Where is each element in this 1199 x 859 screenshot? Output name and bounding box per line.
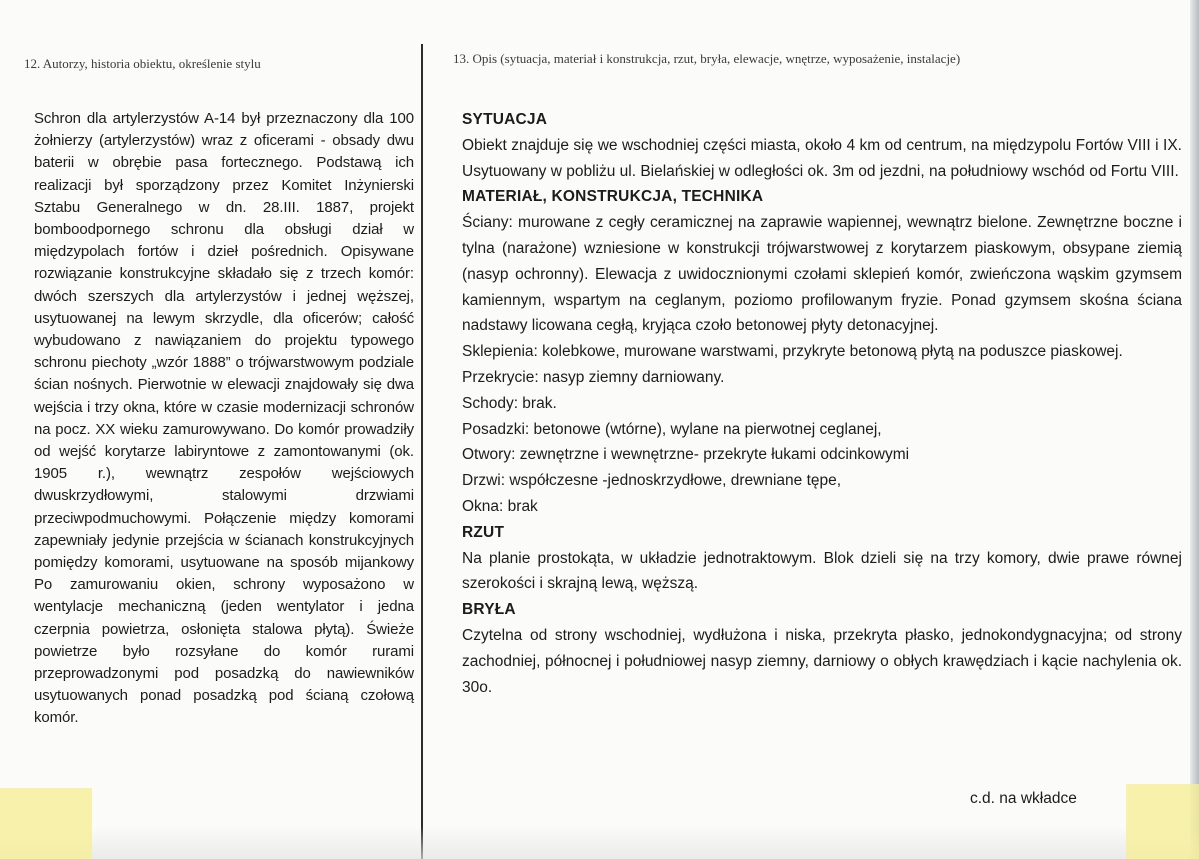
history-paragraph: Schron dla artylerzystów A-14 był przeznaczony dla 100 żołnierzy (artylerzystów) wraz z oficerami - obsady dwu baterii w obrębie pasa fortecznego. Podstawą ich realizacji był sporządzony przez Komitet Inżynierski Sztabu Generalnego w dn. 28.III. 1887, projekt bomboodpornego schronu dla obsługi dział w międzypolach fortów i dzieł pośrednich. Opisywane rozwiązanie konstrukcyjne składało się z trzech komór: dwóch szerszych dla artylerzystów i jednej węższej, usytuowanej na lewym skrzydle, dla oficerów; całość wybudowano z nawiązaniem do projektu typowego schronu piechoty „wzór 1888” o trójwarstwowym podziale ścian nośnych. Pierwotnie w elewacji znajdowały się dwa wejścia i trzy okna, które w czasie modernizacji schronów na pocz. XX wieku zamurowywano. Do komór prowadziły od wejść korytarze labiryntowe z zamontowanymi (ok. 1905 r.), wewnątrz zespołów wejściowych dwuskrzydłowymi, stalowymi drzwiami przeciwpodmuchowymi. Połączenie między komorami zapewniały jedynie przejścia w ścianach konstrukcyjnych pomiędzy komorami, usytuowane na sposób mijankowy Po zamurowaniu okien, schrony wyposażono w wentylacje mechaniczną (jeden wentylator i jedna czerpnia powietrza, osłonięta stalowa płytą). Świeże powietrze było rozsyłane do komór rurami przeprowadzonymi pod posadzką do nawiewników usytuowanych ponad posadzką pod ścianą czołową komór. xyxy=(34,110,414,727)
tape-strip-right xyxy=(1126,784,1199,859)
heading-rzut: RZUT xyxy=(462,523,505,541)
column-divider xyxy=(421,44,423,859)
bryla-text: Czytelna od strony wschodniej, wydłużona i niska, przekryta płasko, jednokondygnacyjna; od strony zachodniej, północnej i południowej nasyp ziemny, darniowy o obłych krawędziach i kącie nachylenia ok. 30o. xyxy=(462,626,1182,696)
rzut-text: Na planie prostokąta, w układzie jednotraktowym. Blok dzieli się na trzy komory, dwie prawe równej szerokości i skrajną lewą, węższą. xyxy=(462,549,1182,593)
sciany-text: Ściany: murowane z cegły ceramicznej na zaprawie wapiennej, wewnątrz bielone. Zewnętrzne boczne i tylna (narażone) wzniesione w konstrukcji trójwarstwowej z korytarzem piaskowym, obsypane ziemią (nasyp ochronny). Elewacja z uwidocznionymi czołami sklepień komór, zwieńczona wąskim gzymsem kamiennym, wspartym na ceglanym, poziomo profilowanym fryzie. Ponad gzymsem skośna ściana nadstawy licowana cegłą, kryjąca czoło betonowej płyty detonacyjnej. xyxy=(462,214,1182,335)
heading-material: MATERIAŁ, KONSTRUKCJA, TECHNIKA xyxy=(462,188,764,206)
otwory-text: Otwory: zewnętrzne i wewnętrzne- przekryte łukami odcinkowymi xyxy=(462,446,910,464)
page-bottom-shadow xyxy=(0,826,1199,859)
heading-bryla: BRYŁA xyxy=(462,601,516,619)
section-12-header: 12. Autorzy, historia obiektu, określenie stylu xyxy=(24,56,261,71)
drzwi-text: Drzwi: współczesne -jednoskrzydłowe, drewniane tępe, xyxy=(462,472,842,490)
okna-text: Okna: brak xyxy=(462,497,538,515)
tape-strip-left xyxy=(0,788,92,859)
sytuacja-text: Obiekt znajduje się we wschodniej części miasta, około 4 km od centrum, na międzypolu Fortów VIII i IX. Usytuowany w pobliżu ul. Bielańskiej w odległości ok. 3m od jezdni, na południowy wschód od Fortu VIII. xyxy=(462,136,1182,180)
schody-text: Schody: brak. xyxy=(462,394,557,412)
description-column xyxy=(462,107,1182,700)
sheet-edge xyxy=(1190,0,1199,859)
przekrycie-text: Przekrycie: nasyp ziemny darniowany. xyxy=(462,368,725,386)
posadzki-text: Posadzki: betonowe (wtórne), wylane na pierwotnej ceglanej, xyxy=(462,420,882,438)
history-column xyxy=(34,108,414,730)
sklepienia-text: Sklepienia: kolebkowe, murowane warstwami, przykryte betonową płytą na poduszce piaskowej. xyxy=(462,343,1123,361)
section-13-header: 13. Opis (sytuacja, materiał i konstrukcja, rzut, bryła, elewacje, wnętrze, wyposażenie, instalacje) xyxy=(453,51,961,66)
continuation-note: c.d. na wkładce xyxy=(970,790,1077,807)
heading-sytuacja: SYTUACJA xyxy=(462,111,548,128)
